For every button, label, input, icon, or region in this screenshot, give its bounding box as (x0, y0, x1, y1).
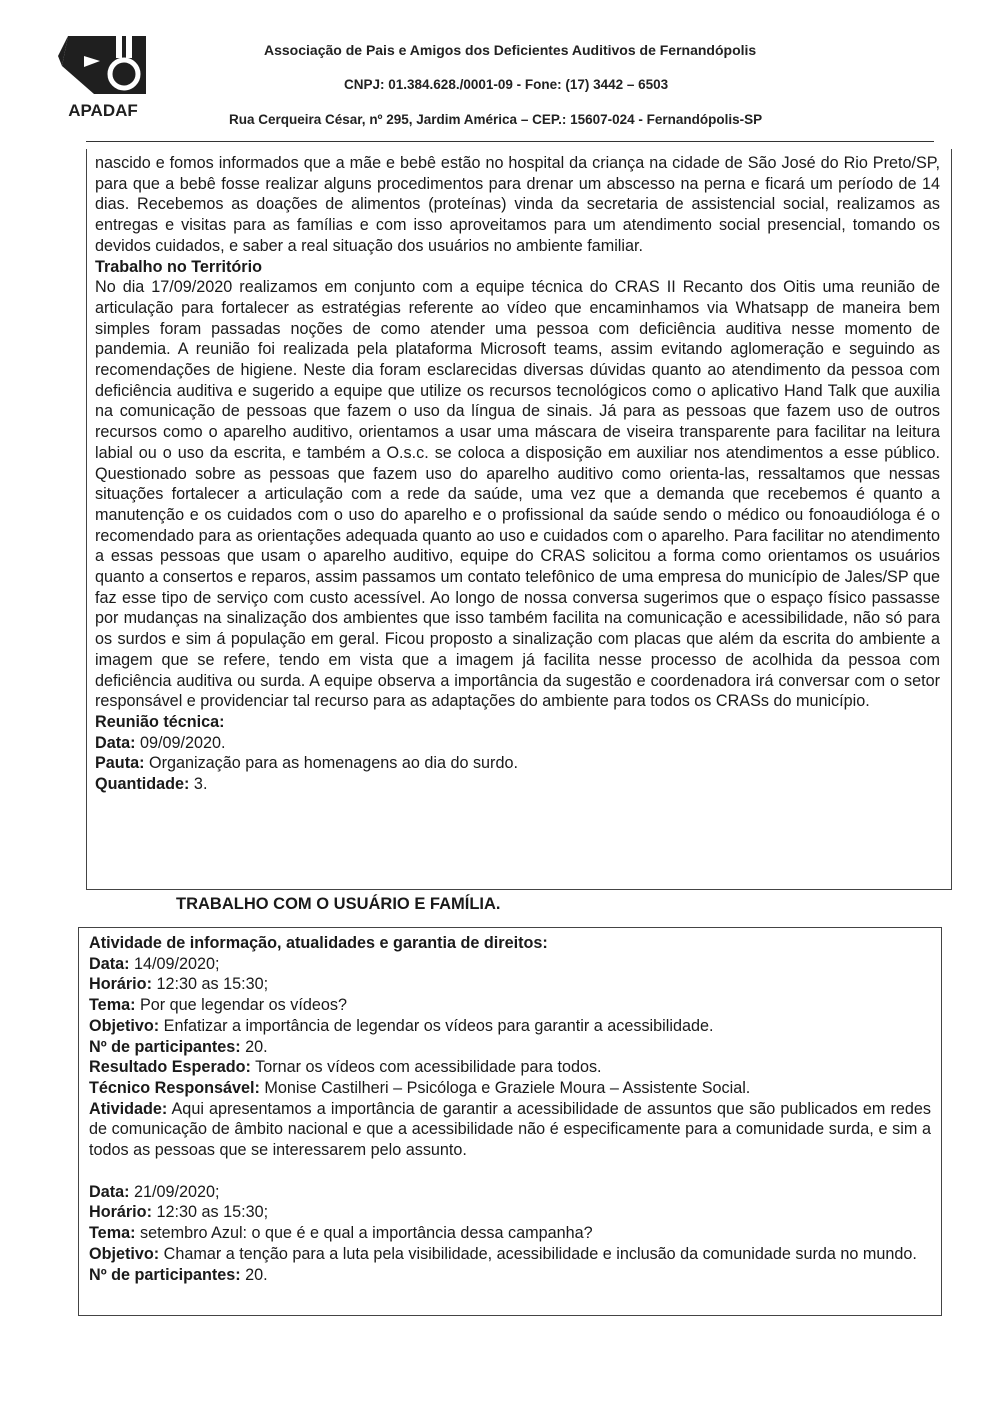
entry2-objetivo (89, 1244, 931, 1265)
objetivo-value: Chamar a tenção para a luta pela visibilidade, acessibilidade e inclusão da comunidade surda no mundo. (159, 1244, 917, 1263)
logo-text: APADAF (68, 101, 138, 120)
tema-value: setembro Azul: o que é e qual a importância dessa campanha? (135, 1224, 593, 1243)
entry1-tecnico (89, 1078, 931, 1099)
participantes-value: 20. (240, 1037, 268, 1056)
quantidade-value: 3. (189, 775, 208, 794)
tema-label: Tema: (89, 1224, 136, 1243)
horario-value: 12:30 as 15:30; (151, 1203, 269, 1222)
tema-value: Por que legendar os vídeos? (135, 996, 347, 1015)
reuniao-pauta (95, 753, 940, 774)
data-label: Data: (89, 1182, 130, 1201)
resultado-label: Resultado Esperado: (89, 1058, 251, 1077)
entry2-participantes (89, 1265, 931, 1286)
data-value: 21/09/2020; (129, 1182, 220, 1201)
territorio-title: Trabalho no Território (95, 257, 262, 276)
box2-content (89, 933, 931, 1285)
entry2-horario (89, 1202, 931, 1223)
header-divider (86, 141, 934, 142)
section-title: TRABALHO COM O USUÁRIO E FAMÍLIA. (176, 895, 501, 913)
participantes-label: Nº de participantes: (89, 1037, 241, 1056)
objetivo-label: Objetivo: (89, 1016, 160, 1035)
activity-title: Atividade de informação, atualidades e garantia de direitos: (89, 934, 548, 952)
intro-paragraph: nascido e fomos informados que a mãe e bebê estão no hospital da criança na cidade de São José do Rio Preto/SP, para que a bebê fosse realizar alguns procedimentos para drenar um abscesso na perna e ficará um período de 14 dias. Recebemos as doações de alimentos (proteínas) vinda da secretaria de assistencial social, realizamos as entregas e visitas para as famílias e com isso aproveitamos para um atendimento social presencial, tomando os devidos cuidados, e saber a real situação dos usuários no ambiente familiar. (95, 154, 940, 255)
entry2-tema (89, 1223, 931, 1244)
horario-label: Horário: (89, 975, 152, 994)
pauta-value: Organização para as homenagens ao dia do surdo. (144, 754, 518, 773)
objetivo-label: Objetivo: (89, 1244, 160, 1263)
objetivo-value: Enfatizar a importância de legendar os vídeos para garantir a acessibilidade. (159, 1016, 714, 1035)
data-label: Data: (89, 954, 130, 973)
participantes-label: Nº de participantes: (89, 1265, 241, 1284)
reuniao-data (95, 733, 940, 754)
tecnico-value: Monise Castilheri – Psicóloga e Graziele Moura – Assistente Social. (259, 1078, 751, 1097)
box1-content (95, 153, 940, 795)
horario-value: 12:30 as 15:30; (151, 975, 269, 994)
entry2-data (89, 1182, 931, 1203)
entry1-tema (89, 995, 931, 1016)
entry1-horario (89, 974, 931, 995)
data-value: 09/09/2020. (135, 733, 226, 752)
atividade-value: Aqui apresentamos a importância de garantir a acessibilidade de assuntos que são publicados em redes de comunicação de âmbito nacional e que a acessibilidade não é especificamente para a comunidade surda, e sim a todos as pessoas que se interessarem pelo assunto. (89, 1099, 931, 1160)
entry-spacer (89, 1161, 931, 1182)
entry1-resultado (89, 1057, 931, 1078)
data-value: 14/09/2020; (129, 954, 220, 973)
address-line: Rua Cerqueira César, nº 295, Jardim América – CEP.: 15607-024 - Fernandópolis-SP (229, 112, 763, 127)
apadaf-logo (54, 30, 152, 122)
entry1-participantes (89, 1037, 931, 1058)
reuniao-title: Reunião técnica: (95, 712, 225, 731)
org-name: Associação de Pais e Amigos dos Deficientes Auditivos de Fernandópolis (264, 42, 757, 58)
atividade-label: Atividade: (89, 1099, 168, 1118)
reuniao-quantidade (95, 774, 940, 795)
cnpj-line: CNPJ: 01.384.628./0001-09 - Fone: (17) 3442 – 6503 (344, 77, 669, 92)
tema-label: Tema: (89, 996, 136, 1015)
tecnico-label: Técnico Responsável: (89, 1078, 260, 1097)
resultado-value: Tornar os vídeos com acessibilidade para todos. (250, 1058, 602, 1077)
pauta-label: Pauta: (95, 754, 145, 773)
entry1-data (89, 954, 931, 975)
entry1-atividade (89, 1099, 931, 1161)
entry1-objetivo (89, 1016, 931, 1037)
data-label: Data: (95, 733, 136, 752)
territorio-paragraph: No dia 17/09/2020 realizamos em conjunto com a equipe técnica do CRAS II Recanto dos Oitis uma reunião de articulação para fortalecer as estratégias referente ao vídeo que encaminhamos via Whatsapp de maneira bem simples foram passadas noções de como atender uma pessoa com deficiência auditiva nesse momento de pandemia. A reunião foi realizada pela plataforma Microsoft teams, assim evitando aglomeração e seguindo as recomendações de higiene. Neste dia foram esclarecidas diversas dúvidas quanto ao atendimento da pessoa com deficiência auditiva e sugerido a equipe que utilize os recursos tecnológicos como o aplicativo Hand Talk que auxilia na comunicação de pessoas que fazem o uso da língua de sinais. Já para as pessoas que fazem uso de outros recursos como o aparelho auditivo, orientamos a usar uma máscara de viseira transparente para facilitar na leitura labial ou o uso da escrita, e também a O.s.c. se coloca a disposição em auxiliar nos atendimentos a esse público. Questionado sobre as pessoas que fazem uso do aparelho auditivo como orienta-las, ressaltamos que nessas situações fortalecer a articulação com a rede da saúde, uma vez que a demanda que recebemos é quanto a manutenção e os cuidados com o uso do aparelho e o profissional da saúde sendo o médico ou fonoaudióloga é o recomendado para as orientações adequada quanto ao uso e cuidados com o aparelho. Para facilitar no atendimento a essas pessoas que usam o aparelho auditivo, equipe do CRAS solicitou a forma como orientamos os usuários quanto a consertos e reparos, assim passamos um contato telefônico de uma empresa do município de Jales/SP que faz esse tipo de serviço com custo acessível. Ao longo de nossa conversa sugerimos que o espaço físico passasse por mudanças na sinalização dos ambientes que isso também facilita na comunicação e acessibilidade, não só para os surdos e sim á população em geral. Ficou proposto a sinalização com placas que além da escrita do ambiente a imagem que se refere, tendo em vista que a imagem já facilita nesse processo de acolhida da pessoa com deficiência auditiva ou surda. A equipe observa a importância da sugestão e coordenadora irá conversar com o setor responsável e providenciar tal recurso para as adaptações do ambiente para todos os CRASs do município. (95, 278, 940, 711)
horario-label: Horário: (89, 1203, 152, 1222)
participantes-value: 20. (240, 1265, 268, 1284)
quantidade-label: Quantidade: (95, 775, 190, 794)
